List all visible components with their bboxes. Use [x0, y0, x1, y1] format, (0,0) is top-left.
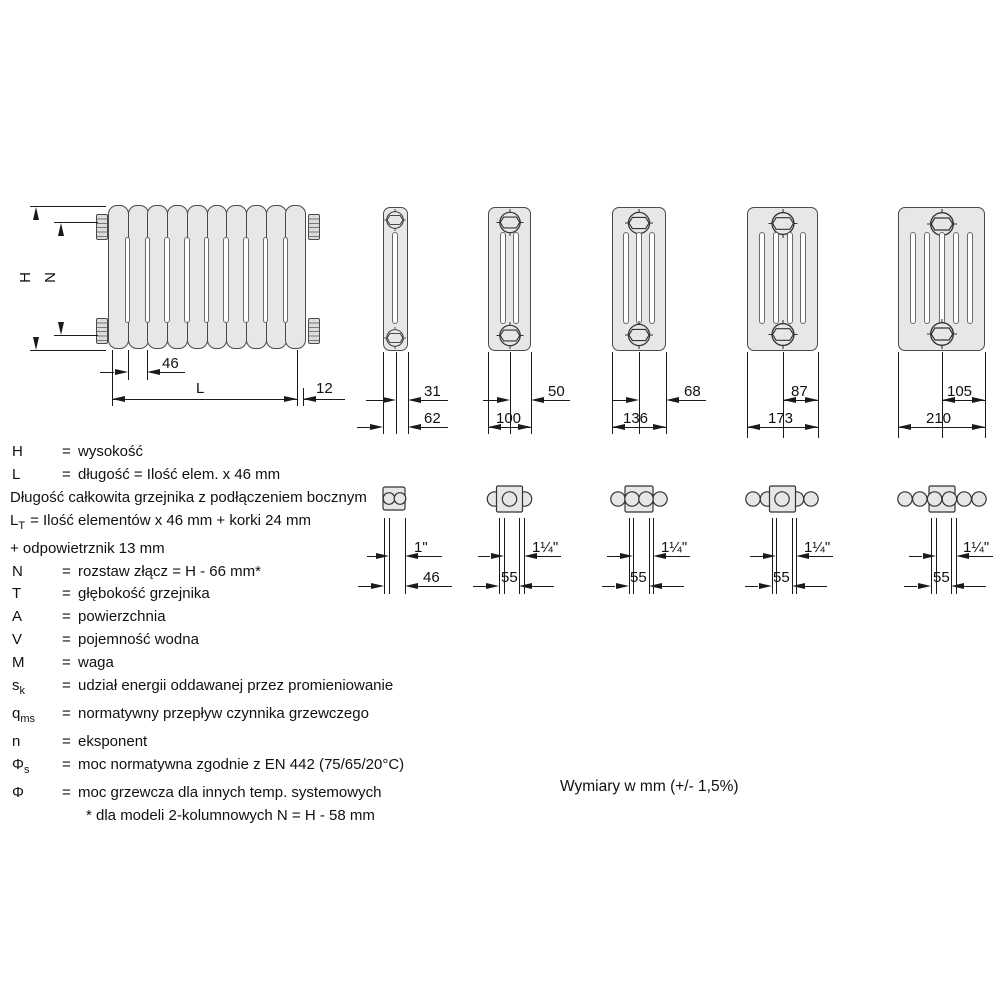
- dim-arrow-icon: [33, 207, 39, 220]
- legend-text: pojemność wodna: [78, 631, 199, 649]
- legend: [8, 441, 478, 828]
- dim-arrow-icon: [649, 583, 662, 589]
- legend-text: wysokość: [78, 443, 144, 460]
- extension-line: [612, 352, 613, 434]
- dim-line: [809, 556, 833, 557]
- dim-line: [421, 427, 448, 428]
- dim-line: [745, 586, 758, 587]
- legend-row: $L_T$ = Ilość elementów x 46 mm + korki 24 mm: [10, 511, 312, 532]
- dim-arrow-icon: [759, 583, 772, 589]
- dim-label: 210: [926, 410, 952, 427]
- legend-symbol: A: [12, 608, 23, 626]
- dim-label: 55: [501, 569, 518, 586]
- dim-arrow-icon: [112, 396, 125, 402]
- dim-line: [357, 427, 370, 428]
- dim-arrow-icon: [115, 369, 128, 375]
- dim-label: 1": [414, 539, 428, 556]
- legend-symbol: n: [12, 732, 21, 750]
- legend-row: H = wysokość: [8, 441, 478, 464]
- legend-text: = Ilość elementów x 46 mm + korki 24 mm: [30, 511, 312, 529]
- legend-row: V = pojemność wodna: [8, 629, 478, 652]
- dim-arrow-icon: [898, 424, 911, 430]
- legend-row: $q_{ms}$ = normatywny przepływ czynnika grzewczego: [8, 703, 478, 731]
- dim-arrow-icon: [951, 583, 964, 589]
- dim-arrow-icon: [918, 583, 931, 589]
- dim-label: 173: [768, 410, 794, 427]
- legend-text: moc normatywna zgodnie z EN 442 (75/65/20°C): [78, 755, 405, 773]
- dim-line: [112, 399, 297, 400]
- dim-label: 55: [933, 569, 950, 586]
- legend-row: A = powierzchnia: [8, 606, 478, 629]
- extension-line: [818, 352, 819, 438]
- dim-arrow-icon: [972, 424, 985, 430]
- legend-symbol: H: [12, 443, 23, 460]
- dim-arrow-icon: [486, 583, 499, 589]
- dim-arrow-icon: [58, 223, 64, 236]
- dim-arrow-icon: [763, 553, 776, 559]
- legend-row: M = waga: [8, 652, 478, 675]
- legend-text: waga: [78, 654, 114, 672]
- dim-label: 68: [684, 383, 701, 400]
- legend-symbol: L: [10, 511, 19, 529]
- dim-line: [904, 586, 917, 587]
- extension-line: [396, 352, 397, 434]
- dim-line: [532, 586, 554, 587]
- dim-label: 50: [548, 383, 565, 400]
- dim-line: [909, 556, 922, 557]
- dim-arrow-icon: [147, 369, 160, 375]
- dim-label: 1¼": [532, 539, 559, 556]
- dim-arrow-icon: [531, 397, 544, 403]
- dim-arrow-icon: [58, 322, 64, 335]
- legend-row: Długość całkowita grzejnika z podłączeniem bocznym: [10, 488, 367, 506]
- dim-label: 55: [773, 569, 790, 586]
- dim-arrow-icon: [408, 397, 421, 403]
- extension-line: [383, 352, 384, 434]
- dim-label: 62: [424, 410, 441, 427]
- legend-row: L = długość = Ilość elem. x 46 mm: [8, 464, 478, 487]
- dim-label: 46: [162, 355, 179, 372]
- extension-line: [666, 352, 667, 434]
- extension-line: [147, 350, 148, 380]
- dim-line: [160, 372, 185, 373]
- legend-symbol: $\Phi_s$: [12, 755, 30, 776]
- dim-line: [421, 400, 448, 401]
- dim-line: [366, 400, 383, 401]
- dim-arrow-icon: [408, 424, 421, 430]
- dim-label: 46: [423, 569, 440, 586]
- dim-arrow-icon: [653, 424, 666, 430]
- dim-arrow-icon: [747, 424, 760, 430]
- dim-label: 1¼": [804, 539, 831, 556]
- legend-text: udział energii oddawanej przez promieniowanie: [78, 677, 394, 695]
- dim-label: 31: [424, 383, 441, 400]
- dim-arrow-icon: [519, 583, 532, 589]
- dim-line: [30, 350, 106, 351]
- dim-arrow-icon: [497, 397, 510, 403]
- dim-line: [478, 556, 490, 557]
- dim-line: [662, 586, 684, 587]
- dim-label: 87: [791, 383, 808, 400]
- dim-arrow-icon: [303, 396, 316, 402]
- dim-line: [602, 586, 615, 587]
- extension-line: [297, 350, 298, 406]
- legend-symbol: V: [12, 631, 23, 649]
- dim-arrow-icon: [370, 424, 383, 430]
- dim-line: [612, 400, 626, 401]
- dim-line: [805, 586, 827, 587]
- legend-symbol: Φ: [12, 783, 24, 801]
- dim-arrow-icon: [626, 397, 639, 403]
- dim-arrow-icon: [491, 553, 504, 559]
- dim-line: [750, 556, 763, 557]
- legend-text: długość = Ilość elem. x 46 mm: [78, 465, 281, 483]
- legend-footnote: * dla modeli 2-kolumnowych N = H - 58 mm: [86, 806, 375, 824]
- dim-label: 12: [316, 380, 333, 397]
- legend-symbol: $q_{ms}$: [12, 704, 36, 725]
- dim-arrow-icon: [383, 397, 396, 403]
- extension-line: [985, 352, 986, 438]
- dim-arrow-icon: [33, 337, 39, 350]
- legend-text: moc grzewcza dla innych temp. systemowych: [78, 783, 382, 801]
- legend-row: $\Phi_s$ = moc normatywna zgodnie z EN 442 (75/65/20°C): [8, 754, 478, 782]
- legend-row: T = głębokość grzejnika: [8, 583, 478, 606]
- dim-line: [964, 586, 986, 587]
- legend-text: rozstaw złącz = H - 66 mm*: [78, 562, 261, 580]
- legend-row: Φ = moc grzewcza dla innych temp. systemowych: [8, 782, 478, 805]
- dim-line: [666, 556, 690, 557]
- legend-symbol: T: [12, 585, 22, 603]
- dim-label: H: [16, 272, 34, 283]
- legend-row: N = rozstaw złącz = H - 66 mm*: [8, 561, 478, 584]
- legend-row: + odpowietrznik 13 mm: [10, 539, 165, 557]
- dim-label: 136: [623, 410, 649, 427]
- dim-label: N: [41, 272, 59, 283]
- dim-line: [537, 556, 561, 557]
- dim-arrow-icon: [284, 396, 297, 402]
- legend-text: eksponent: [78, 732, 148, 750]
- dim-label: 1¼": [963, 539, 990, 556]
- dim-label: 105: [947, 383, 973, 400]
- dim-arrow-icon: [666, 397, 679, 403]
- legend-symbol: M: [12, 654, 25, 672]
- dim-arrow-icon: [616, 583, 629, 589]
- legend-text: powierzchnia: [78, 608, 166, 626]
- legend-text: normatywny przepływ czynnika grzewczego: [78, 704, 369, 722]
- legend-row: $s_k$ = udział energii oddawanej przez promieniowanie: [8, 675, 478, 703]
- legend-row: n = eksponent: [8, 731, 478, 754]
- dim-label: 1¼": [661, 539, 688, 556]
- extension-line: [488, 352, 489, 434]
- dim-line: [483, 400, 497, 401]
- legend-symbol: N: [12, 562, 23, 580]
- dim-label: 55: [630, 569, 647, 586]
- dim-arrow-icon: [620, 553, 633, 559]
- dim-arrow-icon: [972, 397, 985, 403]
- dim-line: [607, 556, 620, 557]
- dim-line: [679, 400, 706, 401]
- dim-label: 100: [496, 410, 522, 427]
- legend-text: głębokość grzejnika: [78, 585, 210, 603]
- extension-line: [531, 352, 532, 434]
- dim-line: [54, 335, 98, 336]
- dim-line: [969, 556, 993, 557]
- dim-arrow-icon: [805, 424, 818, 430]
- extension-line: [128, 350, 129, 380]
- legend-symbol: L: [12, 465, 21, 483]
- dim-line: [30, 206, 106, 207]
- extension-line: [408, 352, 409, 434]
- dim-arrow-icon: [792, 583, 805, 589]
- units-note: Wymiary w mm (+/- 1,5%): [560, 778, 739, 795]
- dim-arrow-icon: [923, 553, 936, 559]
- dim-line: [544, 400, 570, 401]
- dim-label: L: [196, 380, 205, 397]
- legend-symbol: $s_k$: [12, 677, 25, 698]
